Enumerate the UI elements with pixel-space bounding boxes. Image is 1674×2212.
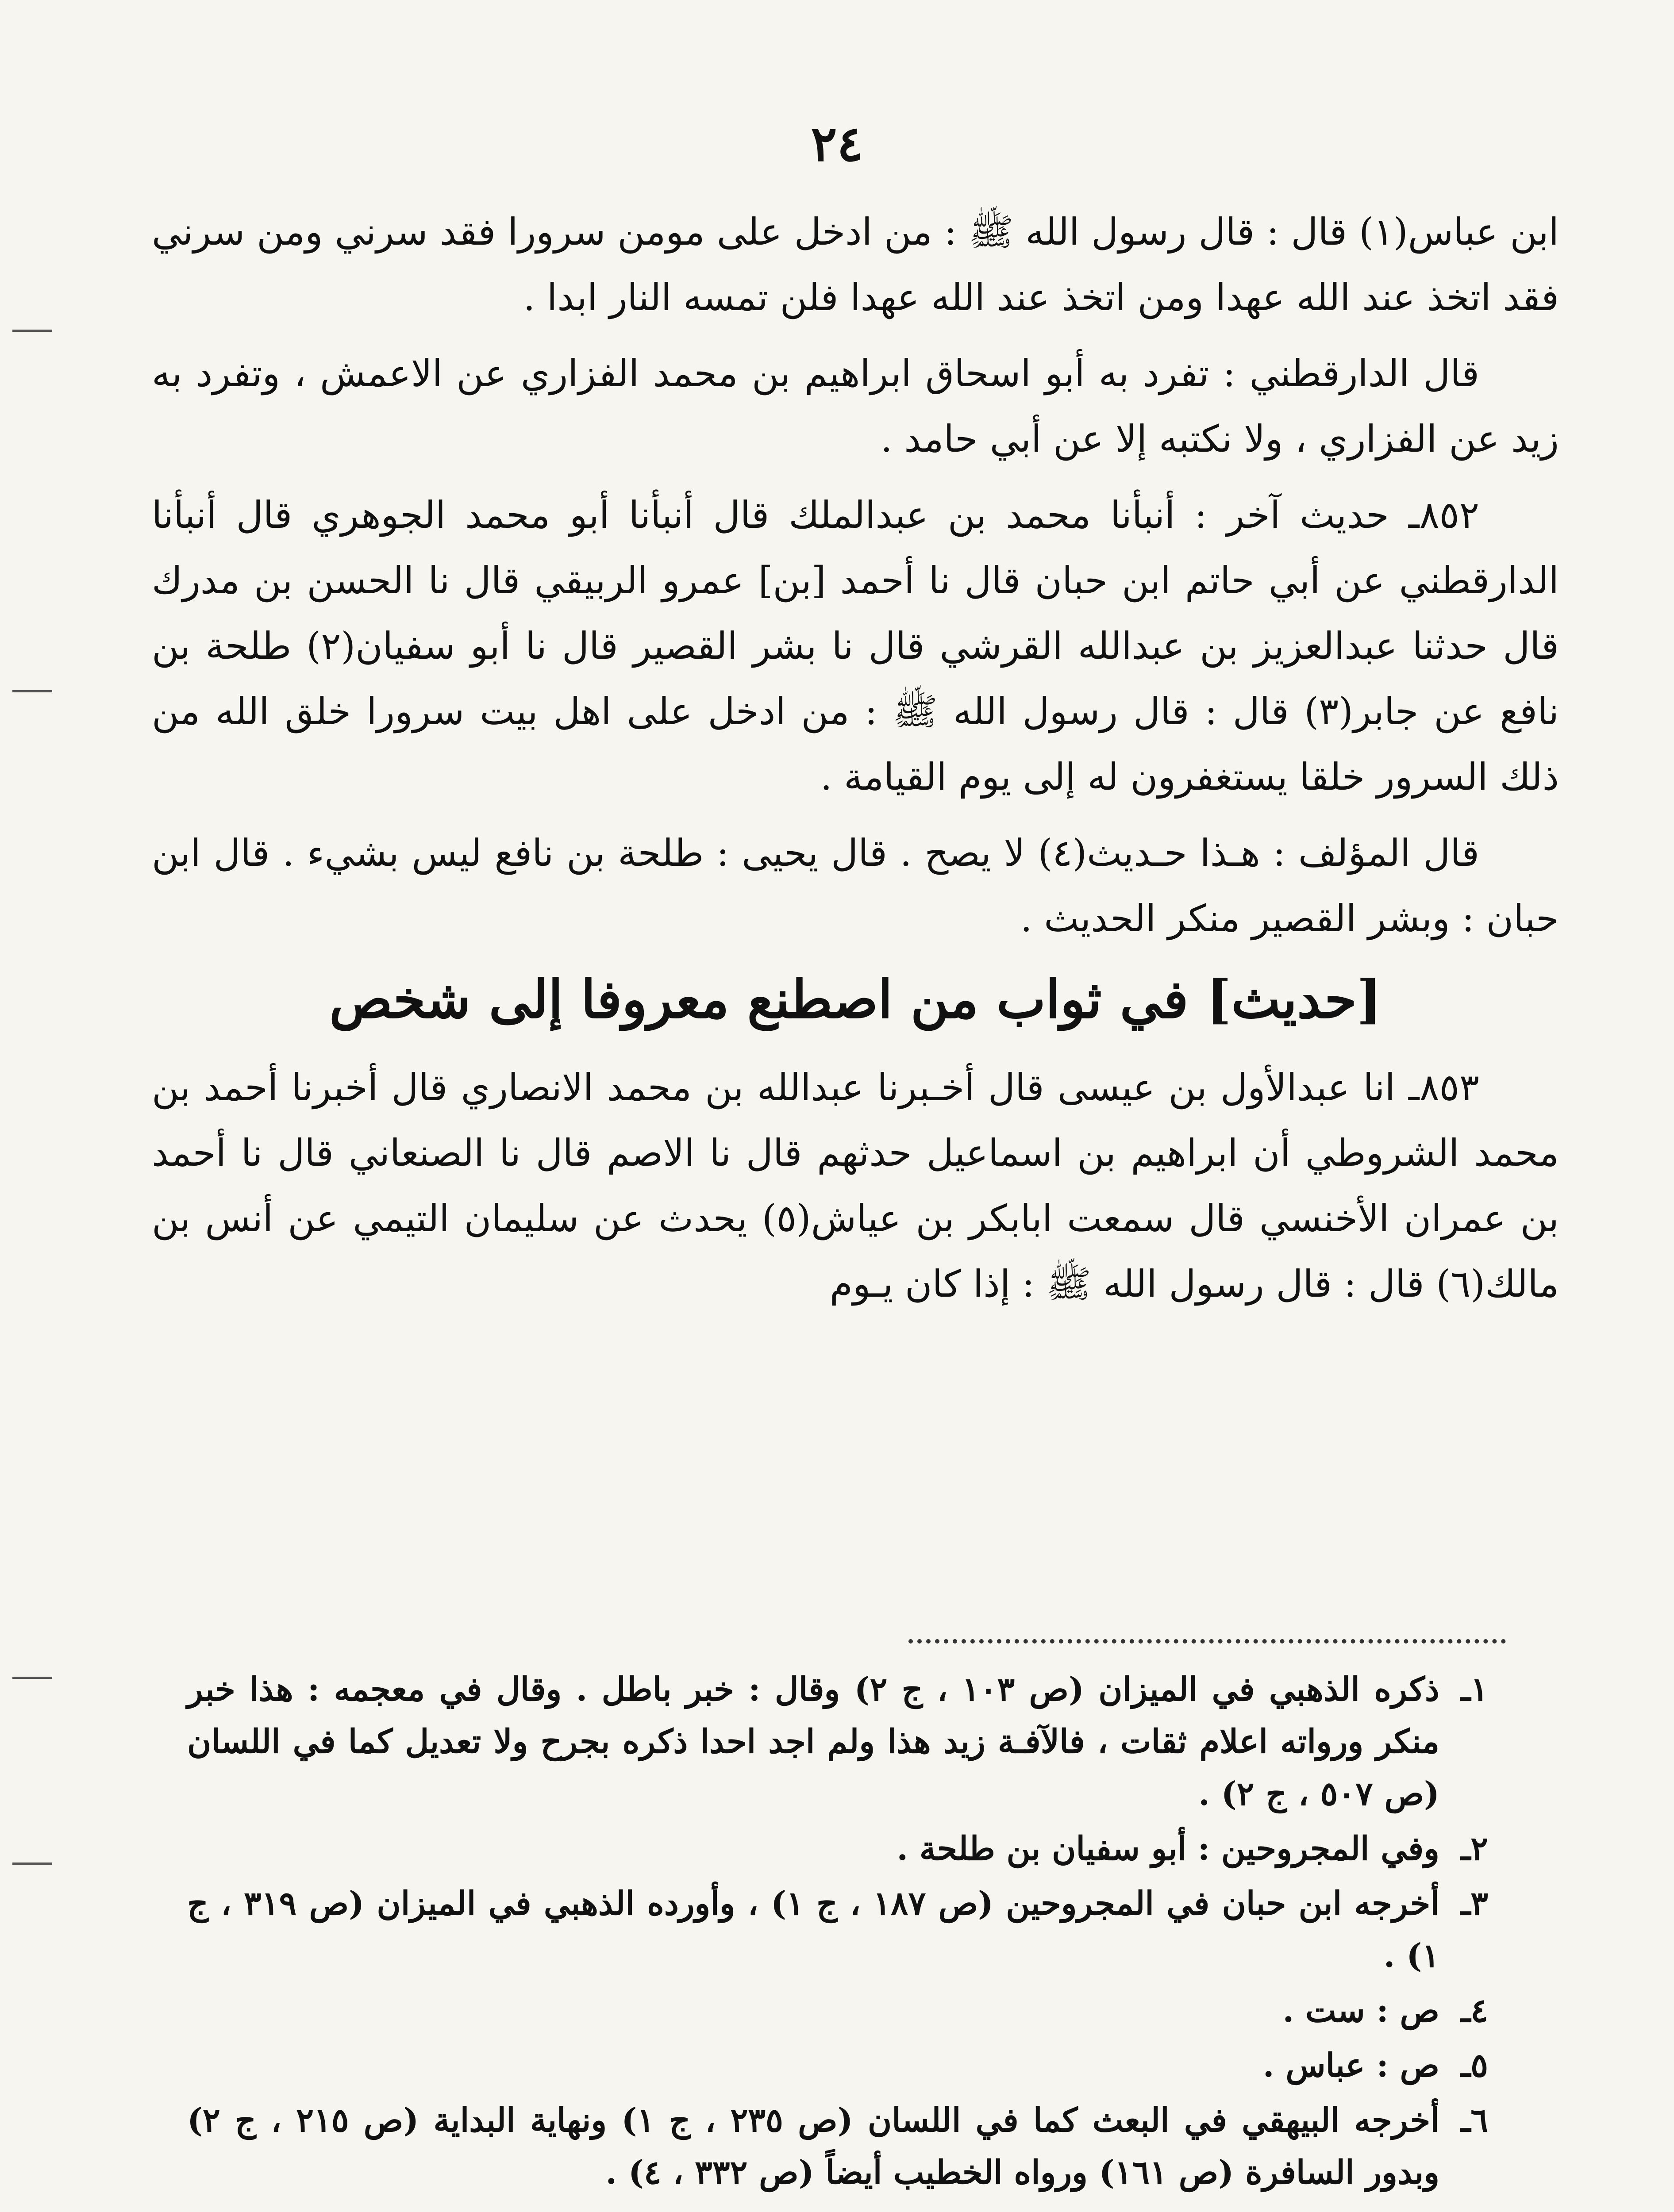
footnote-text: أخرجه ابن حبان في المجروحين (ص ١٨٧ ، ج ١) ، وأورده الذهبي في الميزان (ص ٣١٩ ، ج ١) . — [187, 1885, 1439, 1975]
footnote-item — [187, 2039, 1488, 2092]
paragraph-author-comment: قال المؤلف : هـذا حـديث(٤) لا يصح . قال يحيى : طلحة بن نافع ليس بشيء . قال ابن حبان : وبشر القصير منكر الحديث . — [152, 831, 1559, 940]
main-text — [152, 199, 1559, 1327]
footnote-text: ص : عباس . — [1262, 2047, 1439, 2085]
paragraph-hadith-852: ٨٥٢ـ حديث آخر : أنبأنا محمد بن عبدالملك قال أنبأنا أبو محمد الجوهري قال أنبأنا الدارقطني عن أبي حاتم ابن حبان قال نا أحمد [بن] عمرو الربيقي قال نا الحسن بن مدرك قال حدثنا عبدالعزيز بن عبدالله القرشي قال نا بشر القصير قال نا أبو سفيان(٢) طلحة بن نافع عن جابر(٣) قال : قال رسول الله ﷺ : من ادخل على اهل بيت سرورا خلق الله من ذلك السرور خلقا يستغفرون له إلى يوم القيامة . — [152, 493, 1559, 799]
margin-mark — [12, 1677, 52, 1679]
footnote-number: ٣ـ — [1461, 1885, 1488, 1923]
footnote-number: ٦ـ — [1461, 2101, 1488, 2139]
footnote-item — [187, 1823, 1488, 1875]
footnote-number: ٥ـ — [1461, 2047, 1488, 2085]
footnote-item — [187, 1878, 1488, 1982]
margin-mark — [12, 1863, 52, 1865]
footnote-number: ٢ـ — [1461, 1830, 1488, 1868]
margin-mark — [12, 330, 52, 332]
margin-mark — [12, 690, 52, 692]
footnote-text: ذكره الذهبي في الميزان (ص ١٠٣ ، ج ٢) وقال : خبر باطل . وقال في معجمه : هذا خبر منكر ورواته اعلام ثقات ، فالآفـة زيد هذا ولم اجد احدا ذكره بجرح ولا تعديل كما في اللسان (ص ٥٠٧ ، ج ٢) . — [187, 1671, 1440, 1813]
footnotes — [187, 1663, 1488, 2201]
footnote-text: وفي المجروحين : أبو سفيان بن طلحة . — [897, 1830, 1439, 1868]
paragraph-daraqutni-comment: قال الدارقطني : تفرد به أبو اسحاق ابراهيم بن محمد الفزاري عن الاعمش ، وتفرد به زيد عن الفزاري ، ولا نكتبه إلا عن أبي حامد . — [152, 352, 1559, 461]
paragraph-hadith-853: ٨٥٣ـ انا عبدالأول بن عيسى قال أخـبرنا عبدالله بن محمد الانصاري قال أخبرنا أحمد بن محمد الشروطي أن ابراهيم بن اسماعيل حدثهم قال نا الاصم قال نا الصنعاني قال نا أحمد بن عمران الأخنسي قال سمعت ابابكر بن عياش(٥) يحدث عن سليمان التيمي عن أنس بن مالك(٦) قال : قال رسول الله ﷺ : إذا كان يـوم — [152, 1066, 1559, 1306]
footnote-number: ٤ـ — [1461, 1992, 1488, 2030]
section-heading: [حديث] في ثواب من اصطنع معروفا إلى شخص — [329, 968, 1382, 1030]
footnote-item — [187, 1985, 1488, 2037]
page-number: ٢٤ — [811, 115, 863, 172]
footnote-separator — [908, 1639, 1506, 1644]
footnote-item — [187, 1663, 1488, 1820]
footnote-item — [187, 2094, 1488, 2199]
footnote-number: ١ـ — [1461, 1671, 1488, 1709]
footnote-text: أخرجه البيهقي في البعث كما في اللسان (ص ٢٣٥ ، ج ١) ونهاية البداية (ص ٢١٥ ، ج ٢) وبدور السافرة (ص ١٦١) ورواه الخطيب أيضاً (ص ٣٣٢ ، ٤) . — [187, 2101, 1439, 2192]
footnote-text: ص : ست . — [1282, 1992, 1439, 2030]
paragraph-hadith-851-end: ابن عباس(١) قال : قال رسول الله ﷺ : من ادخل على مومن سرورا فقد سرني ومن سرني فقد اتخذ عند الله عهدا ومن اتخذ عند الله عهدا فلن تمسه النار ابدا . — [152, 210, 1559, 319]
